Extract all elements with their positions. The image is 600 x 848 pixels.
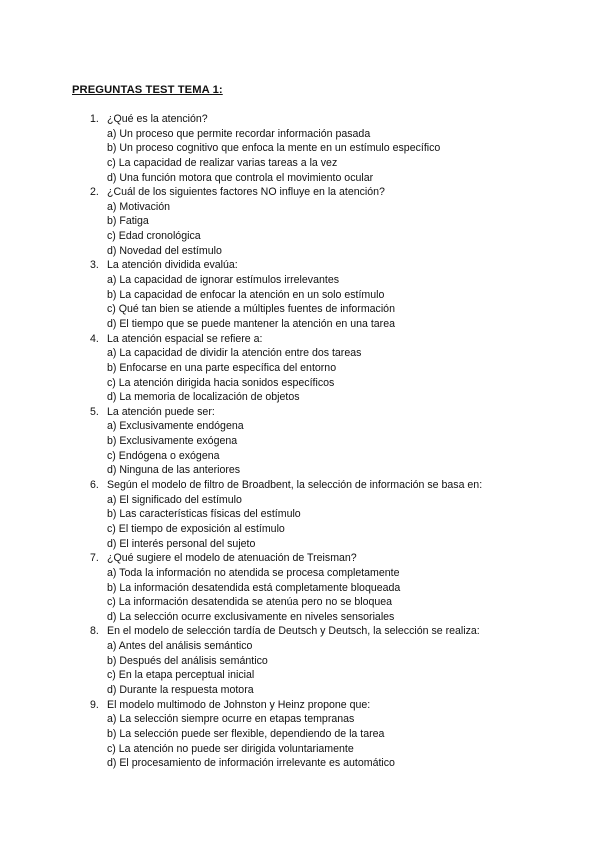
question-line xyxy=(90,185,590,200)
option-item: b) La información desatendida está completamente bloqueada xyxy=(107,581,401,594)
option-item: a) El significado del estímulo xyxy=(107,493,242,506)
question-item xyxy=(90,112,590,185)
option-item: d) El procesamiento de información irrelevante es automático xyxy=(107,757,395,770)
question-text: En el modelo de selección tardía de Deutsch y Deutsch, la selección se realiza: xyxy=(107,625,480,638)
option-item: c) La atención dirigida hacia sonidos específicos xyxy=(107,376,335,389)
question-line xyxy=(90,698,590,713)
option-item: c) Qué tan bien se atiende a múltiples fuentes de información xyxy=(107,303,395,316)
option-item: a) Exclusivamente endógena xyxy=(107,420,244,433)
question-line xyxy=(90,112,590,127)
option-item: a) La capacidad de ignorar estímulos irrelevantes xyxy=(107,274,340,287)
option-item: c) Endógena o exógena xyxy=(107,449,220,462)
question-line xyxy=(90,332,590,347)
option-item: d) La memoria de localización de objetos xyxy=(107,391,300,404)
question-line xyxy=(90,624,590,639)
option-item: b) La capacidad de enfocar la atención en un solo estímulo xyxy=(107,288,385,301)
option-item: b) Exclusivamente exógena xyxy=(107,435,238,448)
option-list xyxy=(90,273,590,332)
option-item: b) La selección puede ser flexible, dependiendo de la tarea xyxy=(107,727,385,740)
question-item xyxy=(90,258,590,331)
question-item xyxy=(90,698,590,771)
question-line xyxy=(90,551,590,566)
option-item: c) La información desatendida se atenúa pero no se bloquea xyxy=(107,596,393,609)
option-item: a) Antes del análisis semántico xyxy=(107,640,253,653)
option-list xyxy=(90,493,590,552)
question-text: La atención dividida evalúa: xyxy=(107,259,238,272)
option-item: b) Las características físicas del estímulo xyxy=(107,508,301,521)
question-text: ¿Qué es la atención? xyxy=(107,113,208,125)
question-item xyxy=(90,551,590,624)
option-item: d) Durante la respuesta motora xyxy=(107,683,254,696)
option-item: c) Edad cronológica xyxy=(107,230,201,243)
option-item: a) Toda la información no atendida se procesa completamente xyxy=(107,566,400,579)
option-item: c) En la etapa perceptual inicial xyxy=(107,669,255,682)
question-text: La atención espacial se refiere a: xyxy=(107,332,263,345)
question-number: 9. xyxy=(90,698,99,711)
option-item: d) Una función motora que controla el movimiento ocular xyxy=(107,171,374,184)
question-text: ¿Qué sugiere el modelo de atenuación de Treisman? xyxy=(107,552,357,565)
option-item: a) La selección siempre ocurre en etapas tempranas xyxy=(107,713,355,726)
question-number: 6. xyxy=(90,479,99,492)
question-line xyxy=(90,478,590,493)
question-text: Según el modelo de filtro de Broadbent, la selección de información se basa en: xyxy=(107,479,483,492)
option-item: d) Novedad del estímulo xyxy=(107,244,222,257)
question-number: 4. xyxy=(90,332,99,345)
option-item: d) Ninguna de las anteriores xyxy=(107,464,241,477)
option-list xyxy=(90,639,590,698)
option-list xyxy=(90,419,590,478)
question-text: El modelo multimodo de Johnston y Heinz propone que: xyxy=(107,698,371,711)
option-item: b) Fatiga xyxy=(107,215,149,228)
option-item: d) El interés personal del sujeto xyxy=(107,537,256,550)
page-title: PREGUNTAS TEST TEMA 1: xyxy=(72,84,223,96)
question-item xyxy=(90,624,590,697)
question-number: 5. xyxy=(90,405,99,418)
option-item: d) El tiempo que se puede mantener la atención en una tarea xyxy=(107,317,395,330)
question-number: 8. xyxy=(90,625,99,638)
option-list xyxy=(90,566,590,625)
option-item: c) El tiempo de exposición al estímulo xyxy=(107,522,285,535)
option-item: d) La selección ocurre exclusivamente en niveles sensoriales xyxy=(107,610,395,623)
option-item: a) Un proceso que permite recordar información pasada xyxy=(107,127,371,140)
option-item: b) Un proceso cognitivo que enfoca la mente en un estímulo específico xyxy=(107,142,441,155)
question-line xyxy=(90,405,590,420)
question-number: 3. xyxy=(90,259,99,272)
option-list xyxy=(90,346,590,405)
question-number: 2. xyxy=(90,186,99,199)
option-item: a) La capacidad de dividir la atención entre dos tareas xyxy=(107,347,362,360)
option-item: c) La atención no puede ser dirigida voluntariamente xyxy=(107,742,354,755)
option-item: c) La capacidad de realizar varias tareas a la vez xyxy=(107,156,338,169)
question-item xyxy=(90,332,590,405)
question-item xyxy=(90,405,590,478)
question-number: 1. xyxy=(90,113,99,125)
question-number: 7. xyxy=(90,552,99,565)
question-list xyxy=(90,112,590,771)
option-item: b) Enfocarse en una parte específica del entorno xyxy=(107,361,337,374)
option-item: a) Motivación xyxy=(107,200,170,213)
question-item xyxy=(90,478,590,551)
question-text: ¿Cuál de los siguientes factores NO influye en la atención? xyxy=(107,186,385,199)
option-item: b) Después del análisis semántico xyxy=(107,654,268,667)
question-line xyxy=(90,258,590,273)
option-list xyxy=(90,712,590,771)
question-item xyxy=(90,185,590,258)
option-list xyxy=(90,200,590,259)
question-text: La atención puede ser: xyxy=(107,405,215,418)
option-list xyxy=(90,127,590,186)
